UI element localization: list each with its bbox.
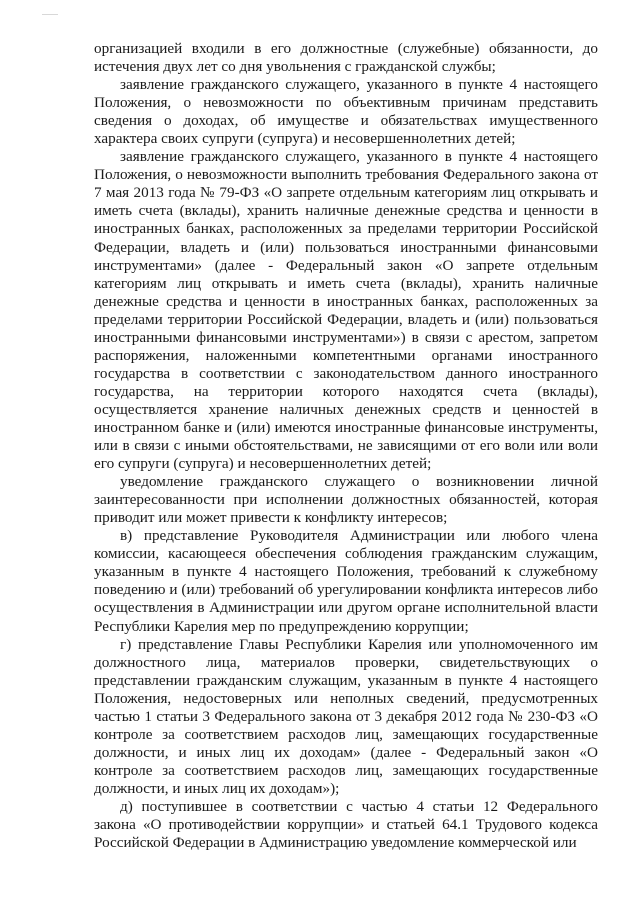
paragraph-income-statement: заявление гражданского служащего, указанного в пункте 4 настоящего Положения, о невозможности по объективным причинам представить сведения о доходах, об имуществе и обязательствах имущественного характера своих супруги (супруга) и несовершеннолетних детей;: [94, 76, 598, 148]
paragraph-foreign-accounts: заявление гражданского служащего, указанного в пункте 4 настоящего Положения, о невозможности выполнить требования Федерального закона от 7 мая 2013 года № 79-ФЗ «О запрете отдельным категориям лиц открывать и иметь счета (вклады), хранить наличные денежные средства и ценности в иностранных банках, расположенных за пределами территории Российской Федерации, владеть и (или) пользоваться иностранными финансовыми инструментами» (далее - Федеральный закон «О запрете отдельным категориям лиц открывать и иметь счета (вклады), хранить наличные денежные средства и ценности в иностранных банках, расположенных за пределами территории Российской Федерации, владеть и (или) пользоваться иностранными финансовыми инструментами») в связи с арестом, запретом распоряжения, наложенными компетентными органами иностранного государства в соответствии с законодательством данного иностранного государства, на территории которого находятся счета (вклады), осуществляется хранение наличных денежных средств и ценностей в иностранном банке и (или) имеются иностранные финансовые инструменты, или в связи с иными обстоятельствами, не зависящими от его воли или воли его супруги (супруга) и несовершеннолетних детей;: [94, 148, 598, 473]
paragraph-item-d: д) поступившее в соответствии с частью 4 статьи 12 Федерального закона «О противодействии коррупции» и статьей 64.1 Трудового кодекса Российской Федерации в Администрацию уведомление коммерческой или: [94, 797, 598, 852]
scan-mark: [42, 14, 58, 15]
paragraph-continuation: организацией входили в его должностные (служебные) обязанности, до истечения двух лет со дня увольнения с гражданской службы;: [94, 40, 598, 76]
document-page: [94, 40, 598, 852]
paragraph-item-g: г) представление Главы Республики Карелия или уполномоченного им должностного лица, материалов проверки, свидетельствующих о представлении гражданским служащим, указанным в пункте 4 настоящего Положения, недостоверных или неполных сведений, предусмотренных частью 1 статьи 3 Федерального закона от 3 декабря 2012 года № 230-ФЗ «О контроле за соответствием расходов лиц, замещающих государственные должности, и иных лиц их доходам» (далее - Федеральный закон «О контроле за соответствием расходов лиц, замещающих государственные должности, и иных лиц их доходам»);: [94, 635, 598, 797]
paragraph-item-v: в) представление Руководителя Администрации или любого члена комиссии, касающееся обеспечения соблюдения гражданским служащим, указанным в пункте 4 настоящего Положения, требований к служебному поведению и (или) требований об урегулировании конфликта интересов либо осуществления в Администрации или другом органе исполнительной власти Республики Карелия мер по предупреждению коррупции;: [94, 527, 598, 635]
paragraph-conflict-notice: уведомление гражданского служащего о возникновении личной заинтересованности при исполнении должностных обязанностей, которая приводит или может привести к конфликту интересов;: [94, 473, 598, 527]
